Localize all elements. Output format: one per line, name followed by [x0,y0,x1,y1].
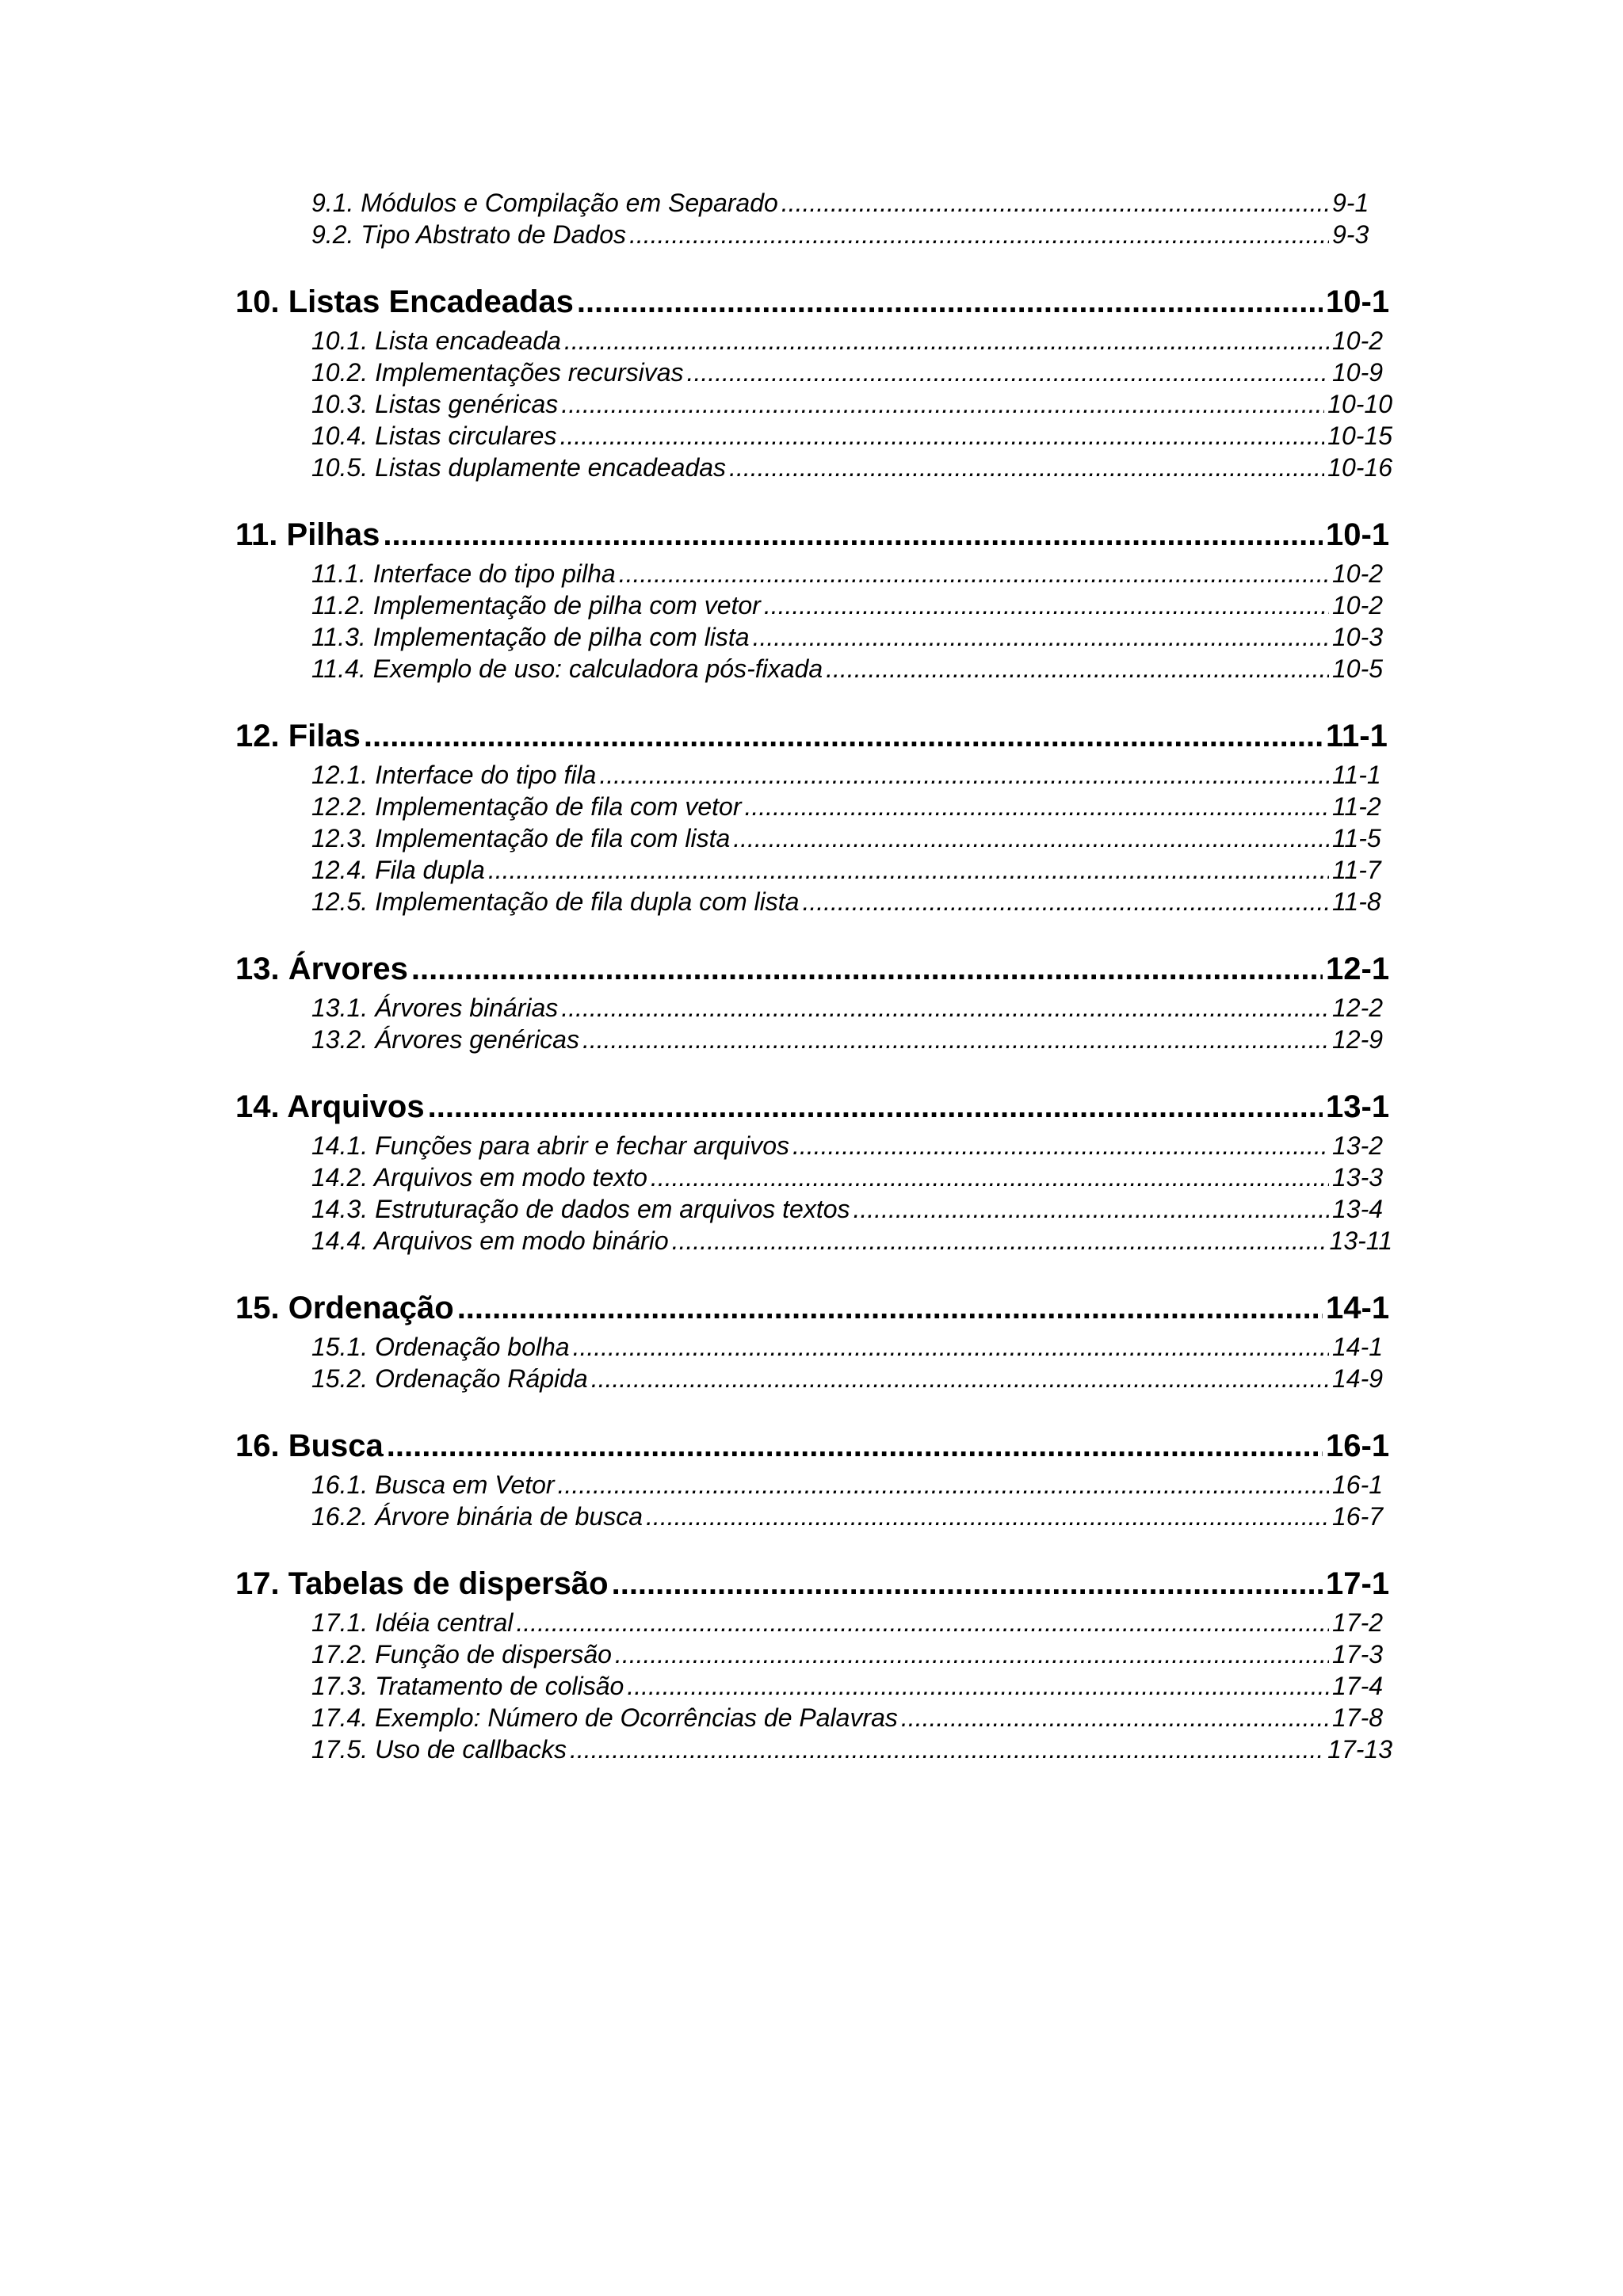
section-page: 10-15 [1327,421,1392,450]
dot-leader [792,1130,1329,1161]
toc-section-row [311,1331,1392,1363]
section-page: 17-4 [1332,1672,1384,1700]
dot-leader [733,822,1329,854]
toc-section-row [311,420,1392,452]
chapter-title: 13. Árvores [235,952,408,986]
toc-section-row [311,1161,1392,1193]
section-page: 17-13 [1327,1735,1392,1764]
section-page: 12-2 [1332,994,1384,1022]
chapter-block [235,279,1392,483]
toc-section-row [311,1363,1392,1394]
toc-section-row [311,822,1392,854]
section-page: 10-2 [1332,591,1384,620]
section-page: 13-11 [1329,1226,1392,1255]
section-page: 12-9 [1332,1025,1384,1054]
section-title: 9.2. Tipo Abstrato de Dados [311,220,626,249]
section-title: 17.1. Idéia central [311,1608,514,1637]
chapter-heading-row [235,1561,1392,1607]
dot-leader [564,325,1329,357]
chapter-block [235,946,1392,1055]
section-title: 11.3. Implementação de pilha com lista [311,623,750,651]
section-page: 11-5 [1332,824,1381,852]
section-title: 17.5. Uso de callbacks [311,1735,567,1764]
dot-leader [646,1501,1329,1532]
section-title: 14.1. Funções para abrir e fechar arquivos [311,1131,789,1160]
section-page: 11-7 [1332,856,1381,884]
toc-section-row [311,1193,1392,1225]
section-page: 10-10 [1327,390,1392,418]
section-page: 17-8 [1332,1703,1384,1732]
section-list [311,325,1392,483]
chapter-page: 11-1 [1326,719,1388,753]
chapter-heading-row [235,946,1392,992]
section-page: 13-2 [1332,1131,1384,1160]
chapter-block [235,1561,1392,1765]
dot-leader [516,1607,1329,1638]
dot-leader [802,886,1329,917]
chapter-block [235,1285,1392,1394]
dot-leader [570,1733,1324,1765]
toc-section-row [311,1130,1392,1161]
dot-leader [582,1024,1329,1055]
dot-leader [573,1331,1329,1363]
toc-section-row [311,219,1392,250]
section-list [311,1331,1392,1394]
toc-section-row [311,1638,1392,1670]
chapter-page: 13-1 [1326,1089,1390,1124]
section-title: 15.1. Ordenação bolha [311,1333,570,1361]
dot-leader [745,791,1330,822]
section-title: 14.2. Arquivos em modo texto [311,1163,647,1192]
dot-leader [561,388,1324,420]
section-page: 10-2 [1332,326,1384,355]
dot-leader [627,1670,1329,1702]
chapter-page: 12-1 [1326,952,1390,986]
dot-leader [561,992,1329,1024]
chapter-page: 16-1 [1326,1428,1390,1463]
section-page: 16-1 [1332,1470,1384,1499]
dot-leader [826,653,1329,685]
toc-section-row [311,1702,1392,1733]
dot-leader [619,558,1329,589]
intro-section-list [311,187,1392,250]
section-title: 10.2. Implementações recursivas [311,358,684,387]
section-page: 17-2 [1332,1608,1384,1637]
dot-leader [577,279,1323,325]
toc-section-row [311,1024,1392,1055]
dot-leader [629,219,1329,250]
chapter-heading-row [235,713,1392,759]
section-title: 17.2. Função de dispersão [311,1640,612,1669]
section-list [311,1607,1392,1765]
chapter-page: 10-1 [1326,284,1390,319]
chapter-block [235,1423,1392,1532]
section-page: 14-1 [1332,1333,1384,1361]
chapter-block [235,1084,1392,1257]
toc-section-row [311,589,1392,621]
toc-section-row [311,759,1392,791]
section-page: 14-9 [1332,1364,1384,1393]
toc-section-row [311,1501,1392,1532]
section-title: 16.1. Busca em Vetor [311,1470,555,1499]
chapter-title: 10. Listas Encadeadas [235,284,574,319]
chapter-heading-row [235,1084,1392,1130]
section-title: 10.4. Listas circulares [311,421,557,450]
toc-section-row [311,653,1392,685]
dot-leader [383,512,1323,558]
section-title: 11.4. Exemplo de uso: calculadora pós-fixada [311,654,823,683]
dot-leader [753,621,1329,653]
section-page: 10-2 [1332,559,1384,588]
chapter-page: 17-1 [1326,1566,1390,1601]
section-title: 12.3. Implementação de fila com lista [311,824,731,852]
toc-section-row [311,325,1392,357]
section-title: 17.3. Tratamento de colisão [311,1672,624,1700]
section-list [311,1469,1392,1532]
section-title: 12.5. Implementação de fila dupla com lista [311,887,800,916]
dot-leader [457,1285,1323,1331]
toc-section-row [311,992,1392,1024]
chapter-heading-row [235,1423,1392,1469]
dot-leader [559,420,1324,452]
dot-leader [591,1363,1329,1394]
toc-section-row [311,854,1392,886]
toc-section-row [311,558,1392,589]
section-page: 11-2 [1332,792,1381,821]
toc-section-row [311,1469,1392,1501]
section-title: 15.2. Ordenação Rápida [311,1364,588,1393]
dot-leader [651,1161,1329,1193]
chapter-page: 14-1 [1326,1291,1390,1325]
chapter-block [235,512,1392,685]
dot-leader [729,452,1324,483]
section-title: 14.3. Estruturação de dados em arquivos textos [311,1195,850,1223]
chapter-title: 11. Pilhas [235,517,380,552]
chapter-page: 10-1 [1326,517,1390,552]
section-page: 13-3 [1332,1163,1384,1192]
section-page: 17-3 [1332,1640,1384,1669]
toc-section-row [311,357,1392,388]
chapter-heading-row [235,512,1392,558]
chapter-title: 14. Arquivos [235,1089,425,1124]
section-page: 10-9 [1332,358,1384,387]
section-page: 9-3 [1332,220,1369,249]
section-title: 10.1. Lista encadeada [311,326,561,355]
section-title: 10.3. Listas genéricas [311,390,559,418]
section-page: 10-5 [1332,654,1384,683]
toc-section-row [311,1670,1392,1702]
dot-leader [764,589,1329,621]
section-title: 13.1. Árvores binárias [311,994,559,1022]
section-list [311,992,1392,1055]
section-page: 9-1 [1332,189,1369,217]
toc-section-row [311,1733,1392,1765]
dot-leader [599,759,1329,791]
chapter-title: 12. Filas [235,719,361,753]
section-title: 10.5. Listas duplamente encadeadas [311,453,727,482]
dot-leader [687,357,1329,388]
dot-leader [781,187,1329,219]
chapter-heading-row [235,279,1392,325]
section-page: 16-7 [1332,1502,1384,1531]
dot-leader [387,1423,1323,1469]
toc-section-row [311,621,1392,653]
section-title: 16.2. Árvore binária de busca [311,1502,643,1531]
section-title: 12.1. Interface do tipo fila [311,761,597,789]
section-title: 13.2. Árvores genéricas [311,1025,579,1054]
chapter-title: 17. Tabelas de dispersão [235,1566,609,1601]
toc-section-row [311,791,1392,822]
toc-section-row [311,1607,1392,1638]
dot-leader [612,1561,1323,1607]
dot-leader [428,1084,1323,1130]
dot-leader [854,1193,1330,1225]
dot-leader [558,1469,1329,1501]
dot-leader [411,946,1323,992]
toc-section-row [311,388,1392,420]
table-of-contents [235,187,1392,1794]
section-page: 10-3 [1332,623,1384,651]
section-title: 12.2. Implementação de fila com vetor [311,792,742,821]
chapter-title: 16. Busca [235,1428,384,1463]
section-page: 11-8 [1332,887,1381,916]
section-title: 12.4. Fila dupla [311,856,485,884]
dot-leader [901,1702,1329,1733]
section-title: 14.4. Arquivos em modo binário [311,1226,669,1255]
toc-section-row [311,187,1392,219]
chapter-heading-row [235,1285,1392,1331]
section-page: 11-1 [1332,761,1381,789]
dot-leader [615,1638,1329,1670]
section-page: 13-4 [1332,1195,1384,1223]
dot-leader [364,713,1323,759]
toc-section-row [311,886,1392,917]
section-page: 10-16 [1327,453,1392,482]
section-list [311,558,1392,685]
chapter-title: 15. Ordenação [235,1291,454,1325]
section-title: 9.1. Módulos e Compilação em Separado [311,189,778,217]
chapter-block [235,713,1392,917]
toc-section-row [311,452,1392,483]
section-title: 17.4. Exemplo: Número de Ocorrências de Palavras [311,1703,898,1732]
section-title: 11.1. Interface do tipo pilha [311,559,616,588]
section-list [311,1130,1392,1257]
toc-section-row [311,1225,1392,1257]
section-title: 11.2. Implementação de pilha com vetor [311,591,761,620]
dot-leader [488,854,1329,886]
dot-leader [672,1225,1327,1257]
section-list [311,759,1392,917]
